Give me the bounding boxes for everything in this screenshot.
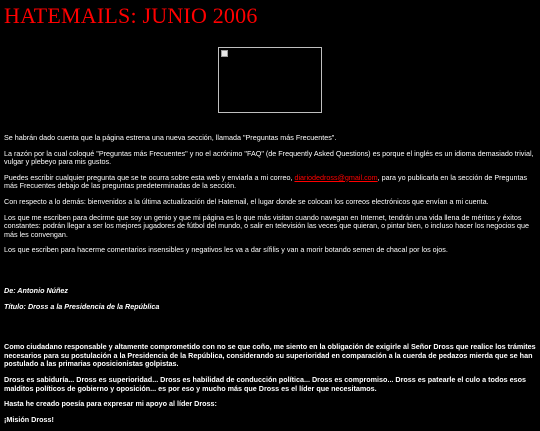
- mail-paragraph-2: Dross es sabiduría... Dross es superioridad... Dross es habilidad de conducción política... Dross es compromiso... Dross es patearle el culo a todos esos malditos políticos de gobierno y oposición... es por eso y mucho más que Dross es el líder que necesitamos.: [4, 374, 527, 393]
- intro-paragraph-3-text-b: , para yo publicarla en la sección de Preguntas más Frecuentes debajo de las preguntas predeterminadas de la sección.: [4, 172, 528, 191]
- intro-paragraph-6: Los que escriben para hacerme comentarios insensibles y negativos les va a dar sífilis y van a morir botando semen de chacal por los ojos.: [4, 245, 448, 255]
- intro-paragraph-2: La razón por la cual coloqué "Preguntas más Frecuentes" y no el acrónimo "FAQ" (de Frequently Asked Questions) es porque el inglés es un idioma demasiado trivial, vulgar y plebeyo para mis gustos.: [4, 148, 534, 167]
- mail-from: De: Antonio Núñez: [4, 285, 69, 295]
- article-content: [4, 134, 536, 431]
- broken-image-icon: [221, 50, 228, 57]
- broken-image: [218, 47, 322, 113]
- intro-paragraph-3: [4, 174, 536, 191]
- section-spacer: [4, 262, 536, 287]
- intro-paragraph-4: Con respecto a lo demás: bienvenidos a la última actualización del Hatemail, el lugar donde se colocan los correos electrónicos que envían a mi cuenta.: [4, 196, 489, 206]
- intro-paragraph-1: Se habrán dado cuenta que la página estrena una nueva sección, llamada "Preguntas más Frecuentes".: [4, 133, 337, 142]
- section-spacer-2: [4, 318, 536, 343]
- page-title: HATEMAILS: JUNIO 2006: [4, 3, 258, 28]
- intro-paragraph-5: Los que me escriben para decirme que soy un genio y que mi página es lo que más visitan cuando navegan en Internet, tendrán una vida llena de méritos y éxitos constantes: podrán llegar a ser los mejores jugadores de fútbol del mundo, o salir en televisión las veces que quieran, o pintar bien, o incluso hacer los negocios que más les convengan.: [4, 212, 530, 239]
- mail-paragraph-3: Hasta he creado poesía para expresar mi apoyo al líder Dross:: [4, 399, 217, 409]
- intro-paragraph-3-text-a: Puedes escribir cualquier pregunta que se te ocurra sobre esta web y enviarla a mi correo,: [4, 172, 295, 182]
- email-link[interactable]: diariodedross@gmail.com: [294, 172, 378, 182]
- mail-paragraph-1: Como ciudadano responsable y altamente comprometido con no se que coño, me siento en la obligación de exigirle al Señor Dross que realice los trámites necesarios para su postulación a la Presidencia de la República, considerando su superioridad en comparación a la cuerda de pedazos mierda que se han postulado a las primarias oposicionistas golpistas.: [4, 342, 536, 369]
- mail-subject: Título: Dross a la Presidencia de la República: [4, 301, 160, 311]
- mail-paragraph-4: ¡Misión Dross!: [4, 414, 54, 424]
